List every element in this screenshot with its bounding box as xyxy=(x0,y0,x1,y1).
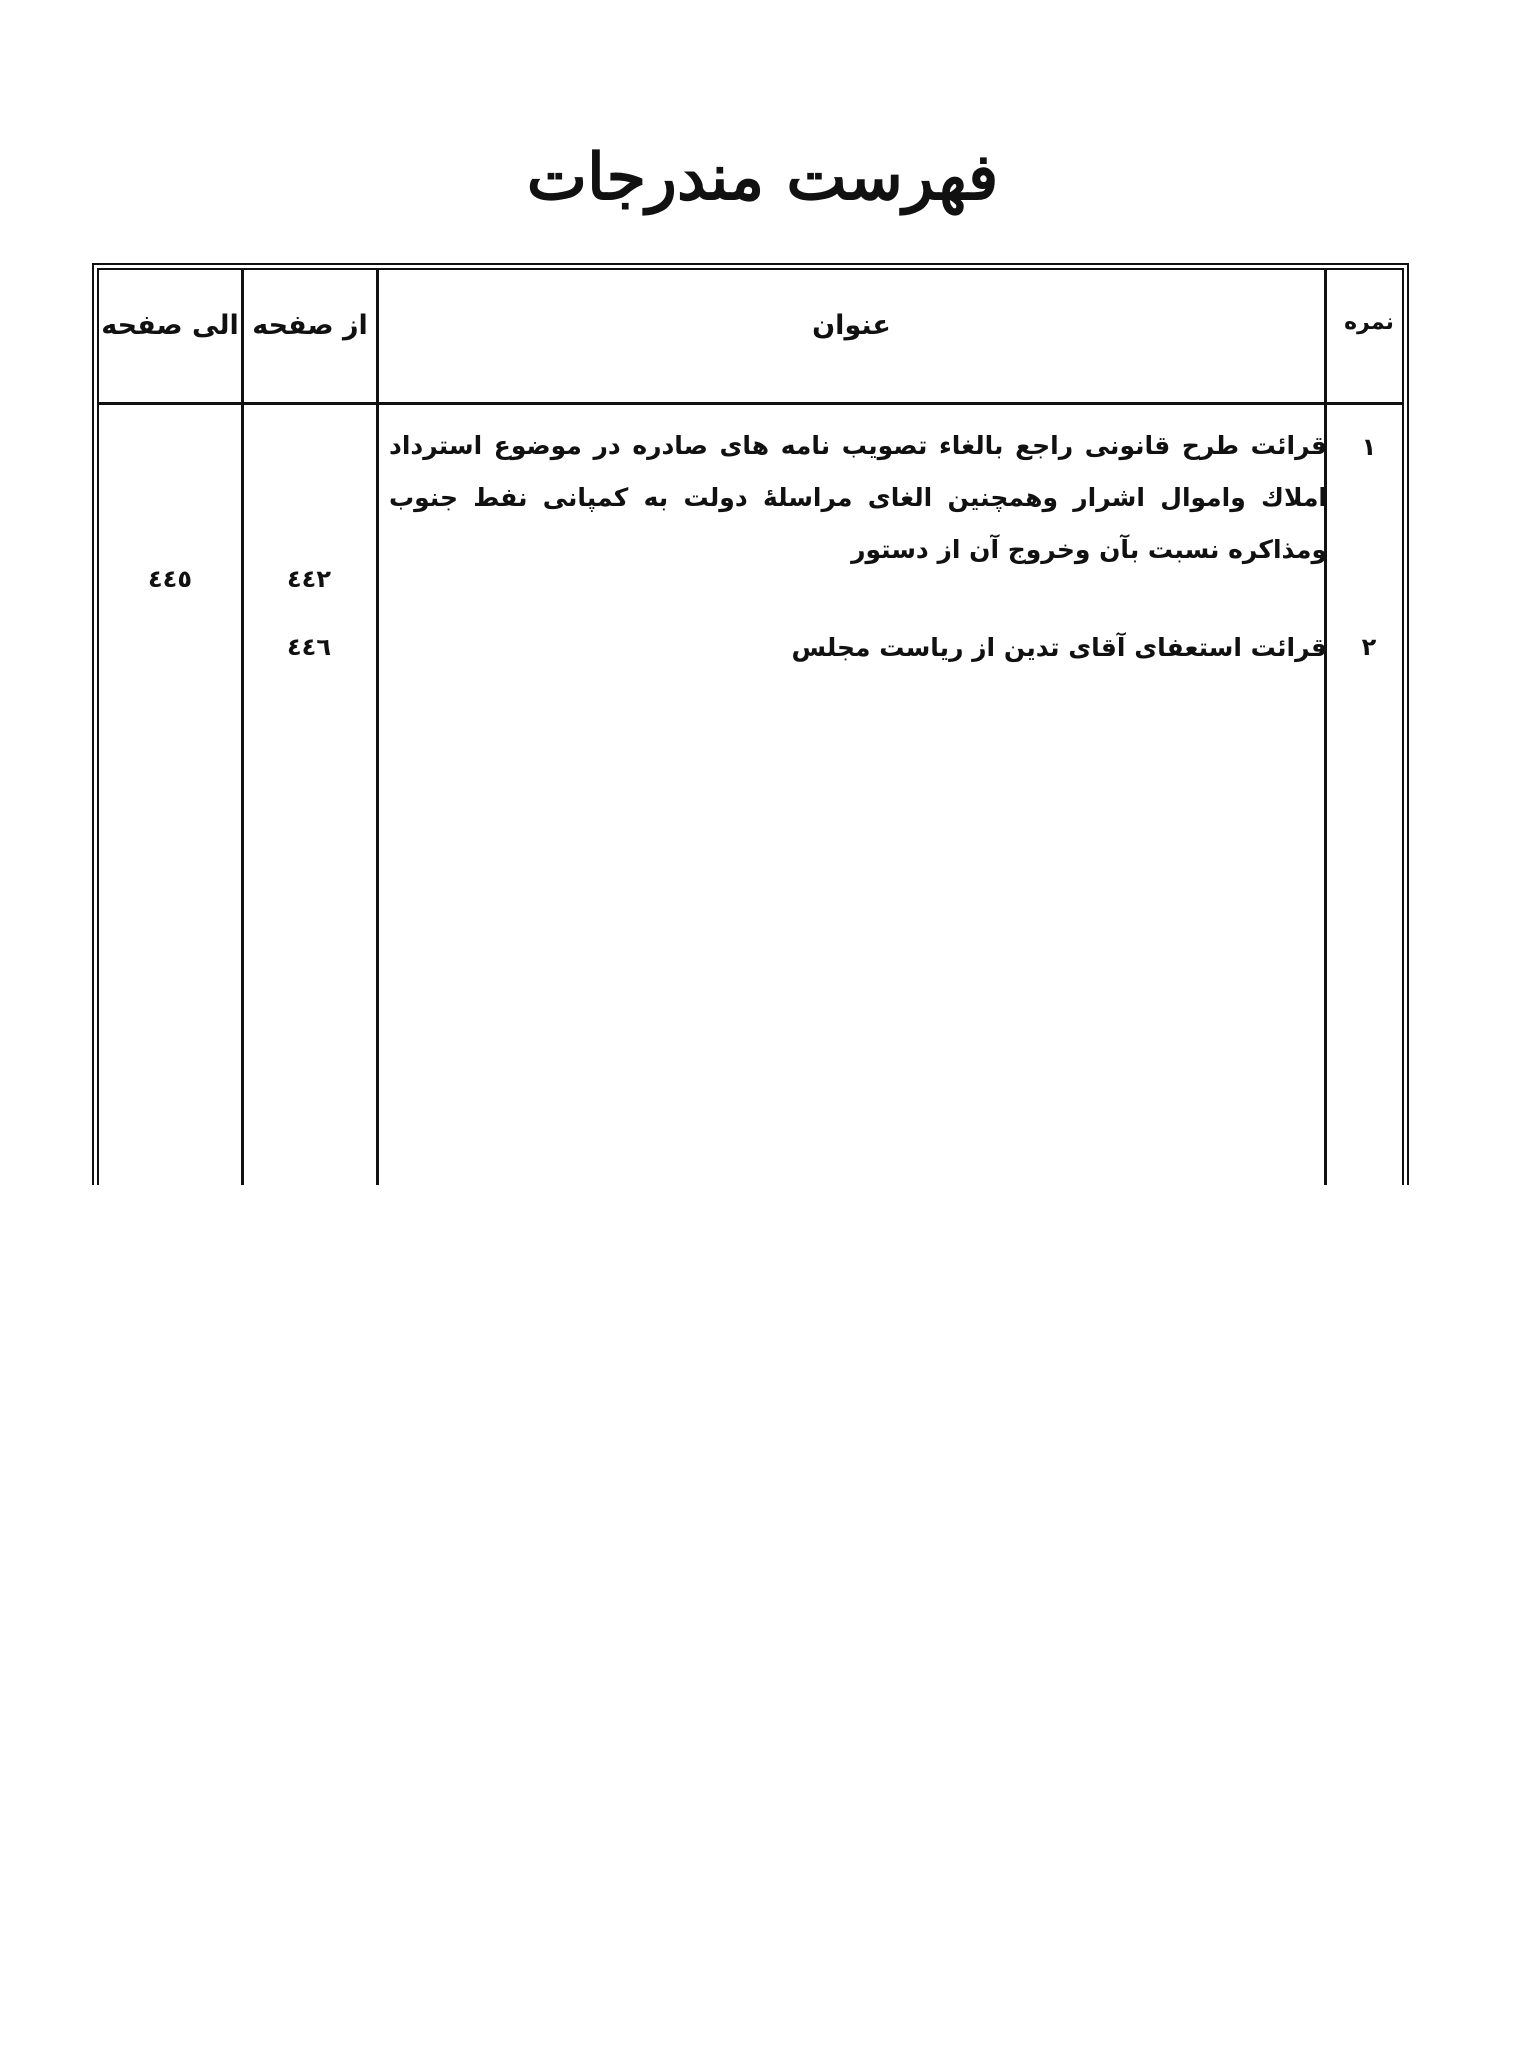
column-divider xyxy=(241,270,244,1185)
contents-table xyxy=(92,263,1409,1185)
page-title: فهرست مندرجات xyxy=(526,140,999,215)
row-number: ٢ xyxy=(1361,633,1377,661)
row-to-page: ٤٤٥ xyxy=(148,565,192,593)
row-number: ١ xyxy=(1361,433,1377,461)
header-from-page: از صفحه xyxy=(252,310,368,341)
header-to-page: الی صفحه xyxy=(101,310,239,341)
row-title: قرائت طرح قانونی راجع بالغاء تصویب نامه های صادره در موضوع استرداد املاك واموال اشرار وهمچنین الغای مراسلهٔ دولت به کمپانی نفط جنوب ومذاکره نسبت بآن وخروج آن از دستور xyxy=(389,431,1327,564)
header-divider xyxy=(99,402,1402,405)
column-divider xyxy=(1324,270,1327,1185)
header-subject: عنوان xyxy=(812,310,891,341)
column-divider xyxy=(376,270,379,1185)
row-title: قرائت استعفای آقای تدین از ریاست مجلس xyxy=(791,633,1327,662)
row-from-page: ٤٤٦ xyxy=(287,633,331,661)
row-from-page: ٤٤٢ xyxy=(287,565,331,593)
header-number: نمره xyxy=(1344,310,1394,335)
